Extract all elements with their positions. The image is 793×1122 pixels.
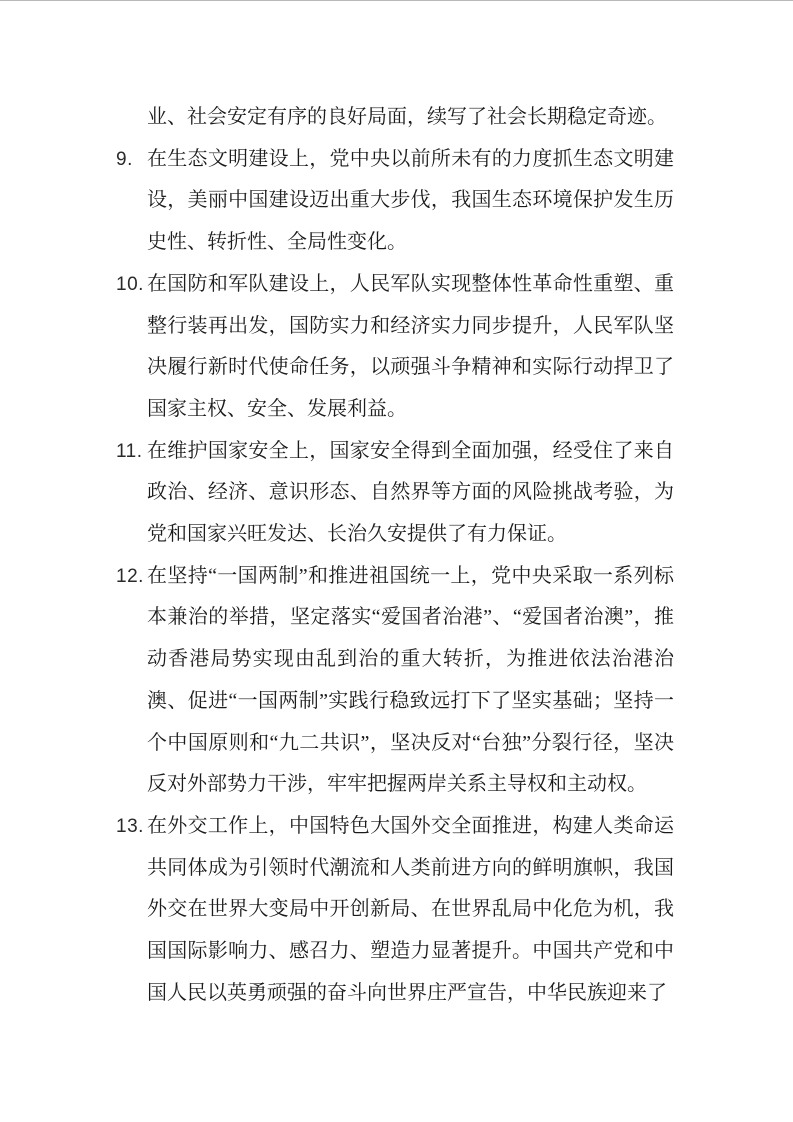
list-item-13 [116,806,674,1015]
item-9-number: 9. [116,148,133,170]
item-9-text: 在生态文明建设上，党中央以前所未有的力度抓生态文明建设，美丽中国建设迈出重大步伐，我国生态环境保护发生历史性、转折性、全局性变化。 [147,147,674,254]
list-item-12 [116,556,674,806]
item-10-text: 在国防和军队建设上，人民军队实现整体性革命性重塑、重整行装再出发，国防实力和经济实力同步提升，人民军队坚决履行新时代使命任务，以顽强斗争精神和实际行动捍卫了国家主权、安全、发展利益。 [147,272,674,420]
item-10-number: 10. [116,273,144,295]
item-12-number: 12. [116,565,144,587]
item-11-number: 11. [116,440,143,462]
item-13-text: 在外交工作上，中国特色大国外交全面推进，构建人类命运共同体成为引领时代潮流和人类前进方向的鲜明旗帜，我国外交在世界大变局中开创新局、在世界乱局中化危为机，我国国际影响力、感召力、塑造力显著提升。中国共产党和中国人民以英勇顽强的奋斗向世界庄严宣告，中华民族迎来了 [147,814,674,1004]
paragraph-8-continuation-text: 业、社会安定有序的良好局面，续写了社会长期稳定奇迹。 [147,106,667,128]
list-item-9 [116,139,674,264]
list-item-10 [116,264,674,431]
item-13-number: 13. [116,815,144,837]
item-11-text: 在维护国家安全上，国家安全得到全面加强，经受住了来自政治、经济、意识形态、自然界等方面的风险挑战考验，为党和国家兴旺发达、长治久安提供了有力保证。 [147,439,674,546]
list-item-11 [116,431,674,556]
item-12-text: 在坚持“一国两制”和推进祖国统一上，党中央采取一系列标本兼治的举措，坚定落实“爱国者治港”、“爱国者治澳”，推动香港局势实现由乱到治的重大转折，为推进依法治港治澳、促进“一国两制”实践行稳致远打下了坚实基础；坚持一个中国原则和“九二共识”，坚决反对“台独”分裂行径，坚决反对外部势力干涉，牢牢把握两岸关系主导权和主动权。 [147,564,674,796]
page-content [116,97,674,1014]
